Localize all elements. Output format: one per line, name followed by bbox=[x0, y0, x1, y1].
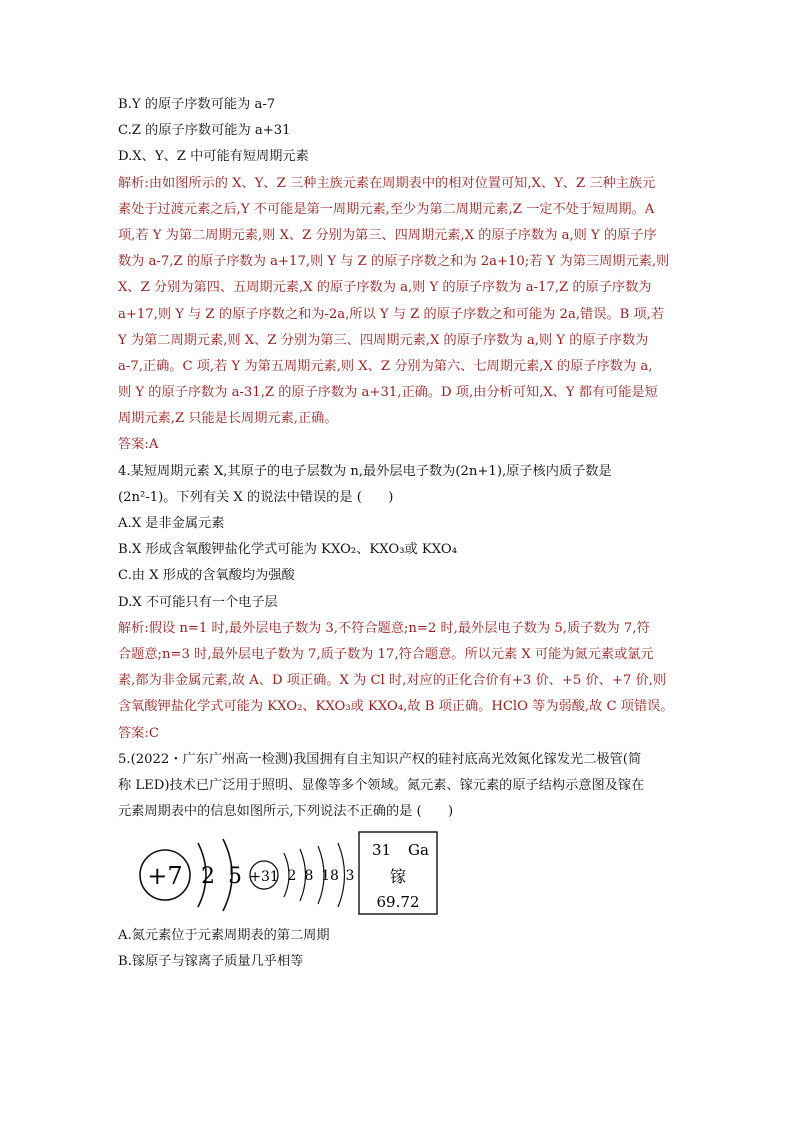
gallium-shell-electrons: 3 bbox=[345, 868, 355, 885]
answer-value: C bbox=[148, 725, 159, 741]
q5-option-a: A.氮元素位于元素周期表的第二周期 bbox=[118, 928, 330, 944]
q5-option-b: B.镓原子与镓离子质量几乎相等 bbox=[118, 954, 304, 970]
q3-option-b: B.Y 的原子序数可能为 a-7 bbox=[118, 97, 276, 112]
gallium-shell-electrons: 18 bbox=[321, 868, 339, 885]
gallium-shell-electrons: 8 bbox=[304, 868, 314, 885]
q4-option-c: C.由 X 形成的含氧酸均为强酸 bbox=[118, 568, 295, 584]
q4-analysis-line: 解析:假设 n=1 时,最外层电子数为 3,不符合题意;n=2 时,最外层电子数为 5,质子数为 7,符 bbox=[118, 620, 650, 636]
nitrogen-shell-electrons: 5 bbox=[228, 864, 242, 890]
q4-option-b: B.X 形成含氧酸钾盐化学式可能为 KXO₂、KXO₃或 KXO₄ bbox=[118, 542, 457, 558]
q3-analysis-line: Y 为第二周期元素,则 X、Z 分别为第三、四周期元素,X 的原子序数为 a,则 Y 的原子序数为 bbox=[118, 332, 649, 348]
answer-label: 答案: bbox=[118, 437, 149, 453]
answer-value: A bbox=[148, 437, 159, 453]
q3-analysis-line: 则 Y 的原子序数为 a-31,Z 的原子序数为 a+31,正确。D 项,由分析可知,X、Y 都有可能是短 bbox=[118, 385, 658, 401]
q3-analysis-line: 项,若 Y 为第二周期元素,则 X、Z 分别为第三、四周期元素,X 的原子序数为 a,则 Y 的原子序 bbox=[118, 227, 657, 243]
q5-stem-line-3: 元素周期表中的信息如图所示,下列说法不正确的是 ( ) bbox=[118, 804, 454, 820]
gallium-nucleus-charge: +31 bbox=[249, 869, 279, 886]
q4-analysis-line: 合题意;n=3 时,最外层电子数为 7,质子数为 17,符合题意。所以元素 X 可能为氮元素或氯元 bbox=[118, 646, 654, 662]
q3-analysis-line: a+17,则 Y 与 Z 的原子序数之和为-2a,所以 Y 与 Z 的原子序数之和可能为 2a,错误。B 项,若 bbox=[118, 306, 665, 322]
q4-answer bbox=[118, 721, 698, 747]
atomic-structure-svg bbox=[118, 831, 448, 921]
q4-option-a: A.X 是非金属元素 bbox=[118, 516, 225, 531]
q3-analysis-line: X、Z 分别为第四、五周期元素,X 的原子序数为 a,则 Y 的原子序数为 a-17,Z 的原子序数为 bbox=[118, 280, 652, 296]
periodic-cell-symbol: Ga bbox=[408, 841, 429, 860]
nitrogen-shell-electrons: 2 bbox=[201, 864, 215, 890]
periodic-cell-mass: 69.72 bbox=[376, 893, 420, 912]
q4-analysis-line: 素,都为非金属元素,故 A、D 项正确。X 为 Cl 时,对应的正化合价有+3 价、+5 价、+7 价,则 bbox=[118, 673, 667, 689]
q3-analysis-line: 周期元素,Z 只能是长周期元素,正确。 bbox=[118, 411, 338, 427]
periodic-cell-atomic-number: 31 bbox=[372, 841, 392, 860]
q3-option-d: D.X、Y、Z 中可能有短周期元素 bbox=[118, 149, 309, 165]
document-page bbox=[118, 92, 698, 976]
q5-stem-line-2: 称 LED)技术已广泛用于照明、显像等多个领域。氮元素、镓元素的原子结构示意图及镓在 bbox=[118, 777, 645, 793]
answer-label: 答案: bbox=[118, 725, 149, 741]
q4-option-d: D.X 不可能只有一个电子层 bbox=[118, 594, 278, 610]
q3-analysis bbox=[118, 171, 698, 433]
q3-analysis-line: a-7,正确。C 项,若 Y 为第五周期元素,则 X、Z 分别为第六、七周期元素,X 的原子序数为 a, bbox=[118, 358, 653, 374]
q3-analysis-line: 素处于过渡元素之后,Y 不可能是第一周期元素,至少为第二周期元素,Z 一定不处于短周期。A bbox=[118, 201, 655, 217]
periodic-cell-name: 镓 bbox=[389, 867, 407, 887]
gallium-shell-arc bbox=[338, 843, 345, 907]
nitrogen-nucleus-charge: +7 bbox=[147, 862, 183, 891]
atomic-structure-diagram bbox=[118, 831, 698, 921]
q3-analysis-line: 解析:由如图所示的 X、Y、Z 三种主族元素在周期表中的相对位置可知,X、Y、Z 三种主族元 bbox=[118, 175, 656, 191]
q5-stem-line-1: 5.(2022・广东广州高一检测)我国拥有自主知识产权的硅衬底高光效氮化镓发光二极管(简 bbox=[118, 751, 642, 767]
gallium-shell-electrons: 2 bbox=[287, 868, 297, 885]
q3-answer bbox=[118, 432, 698, 458]
q4-analysis-line: 含氧酸钾盐化学式可能为 KXO₂、KXO₃或 KXO₄,故 B 项正确。HClO 等为弱酸,故 C 项错误。 bbox=[118, 699, 674, 715]
q4-analysis bbox=[118, 616, 698, 721]
q3-option-c: C.Z 的原子序数可能为 a+31 bbox=[118, 123, 291, 139]
q4-stem-line-2: (2n²-1)。下列有关 X 的说法中错误的是 ( ) bbox=[118, 489, 394, 505]
q4-stem-line-1: 4.某短周期元素 X,其原子的电子层数为 n,最外层电子数为(2n+1),原子核内质子数是 bbox=[118, 463, 612, 479]
q3-analysis-line: 数为 a-7,Z 的原子序数为 a+17,则 Y 与 Z 的原子序数之和为 2a+10;若 Y 为第三周期元素,则 bbox=[118, 254, 670, 270]
